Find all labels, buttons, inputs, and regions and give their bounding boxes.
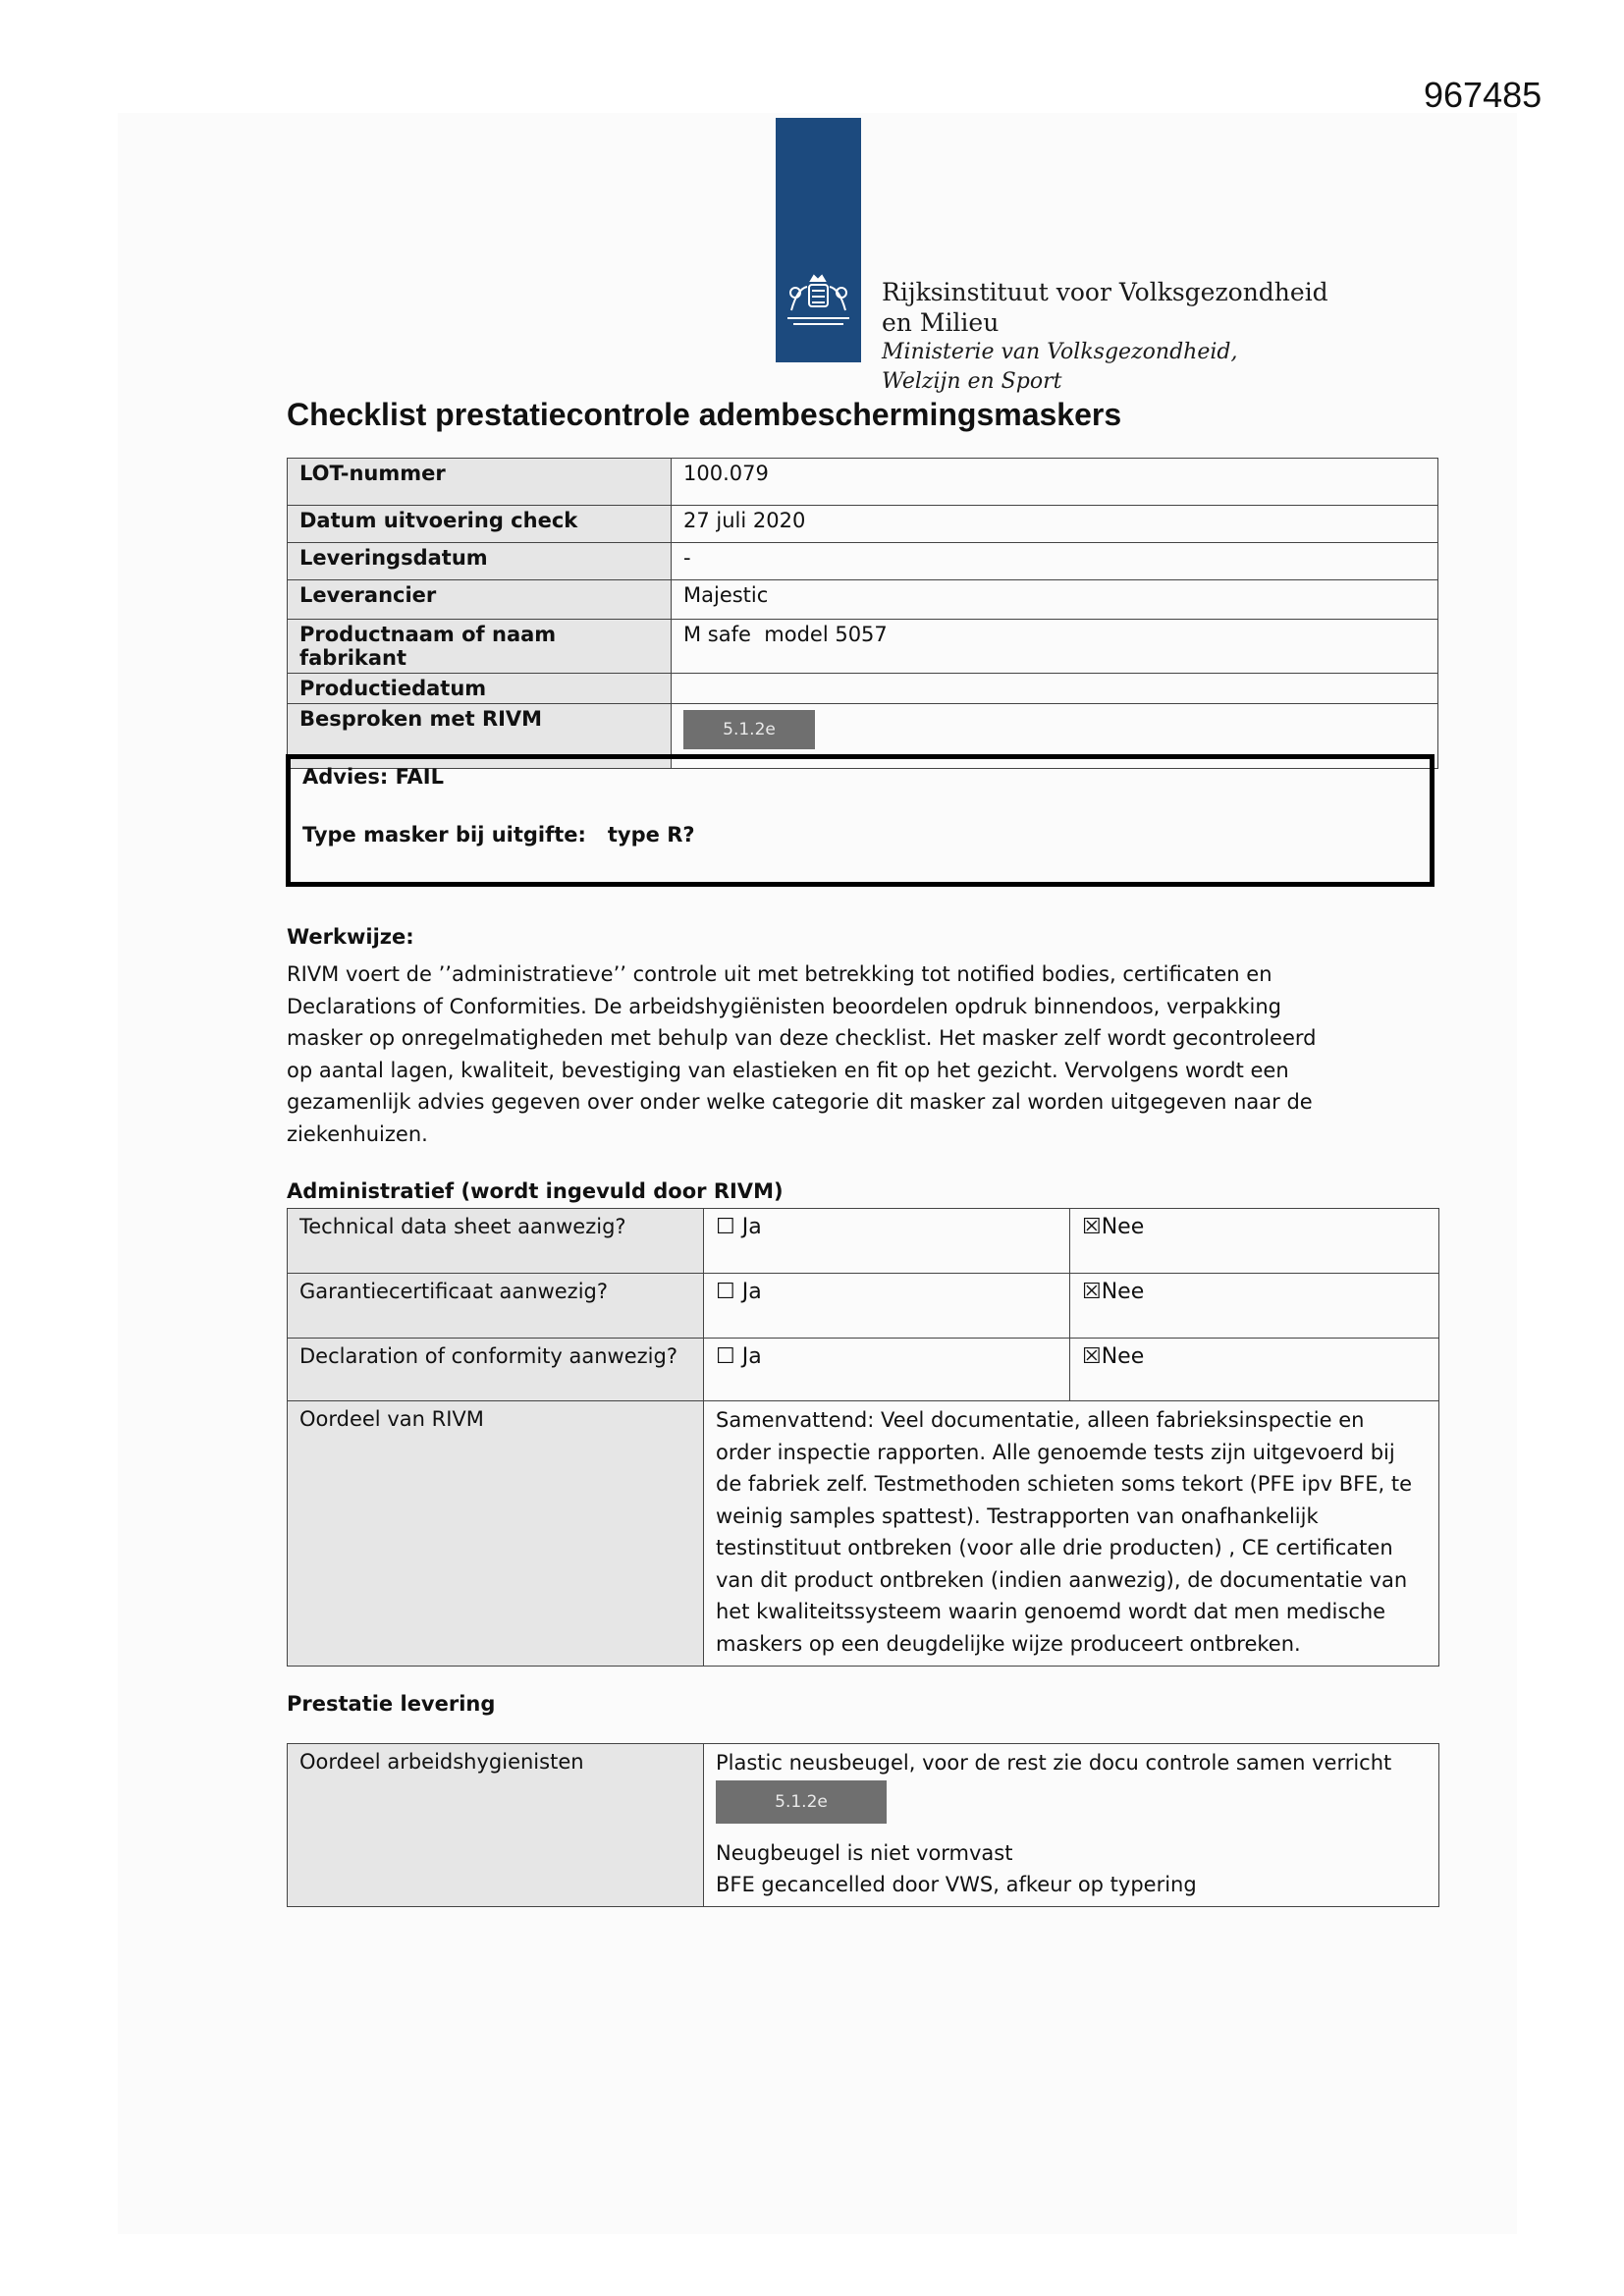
info-label: Productnaam of naam fabrikant bbox=[288, 620, 672, 674]
info-label: LOT-nummer bbox=[288, 459, 672, 506]
table-row bbox=[288, 1339, 1439, 1401]
mask-type: Type masker bij uitgifte: type R? bbox=[302, 823, 695, 847]
text-line: RIVM voert de ’’administratieve’’ controle uit met betrekking tot notified bodies, certificaten en bbox=[287, 962, 1272, 986]
text-line: Neugbeugel is niet vormvast bbox=[716, 1841, 1013, 1865]
table-row bbox=[288, 580, 1438, 620]
ja-checkbox: ☐ Ja bbox=[704, 1339, 1070, 1401]
prestatie-table bbox=[287, 1743, 1439, 1907]
text-line: maskers op een deugdelijke wijze produceert ontbreken. bbox=[716, 1631, 1301, 1656]
organisation-name bbox=[882, 277, 1328, 397]
nee-checkbox: ☒Nee bbox=[1070, 1274, 1439, 1339]
info-value: M safe model 5057 bbox=[672, 620, 1438, 674]
table-row bbox=[288, 620, 1438, 674]
admin-label: Declaration of conformity aanwezig? bbox=[288, 1339, 704, 1401]
text-line: ziekenhuizen. bbox=[287, 1121, 428, 1146]
info-value: 100.079 bbox=[672, 459, 1438, 506]
text-line: order inspectie rapporten. Alle genoemde tests zijn uitgevoerd bij bbox=[716, 1440, 1395, 1464]
text-line: de fabriek zelf. Testmethoden schieten soms tekort (PFE ipv BFE, te bbox=[716, 1472, 1413, 1496]
text-line: het kwaliteitssysteem waarin genoemd wordt dat men medische bbox=[716, 1600, 1386, 1623]
redaction-block: 5.1.2e bbox=[683, 710, 815, 749]
table-row bbox=[288, 506, 1438, 543]
ja-checkbox: ☐ Ja bbox=[704, 1209, 1070, 1274]
redaction-block: 5.1.2e bbox=[716, 1780, 887, 1824]
oordeel-arbeidshygienisten-label: Oordeel arbeidshygienisten bbox=[288, 1744, 704, 1907]
advies-box bbox=[286, 754, 1435, 887]
page-title: Checklist prestatiecontrole adembeschermingsmaskers bbox=[287, 397, 1122, 432]
table-row bbox=[288, 674, 1438, 704]
info-label: Besproken met RIVM bbox=[288, 704, 672, 769]
org-line-2: en Milieu bbox=[882, 308, 1000, 337]
org-line-4: Welzijn en Sport bbox=[882, 369, 1062, 394]
text-line: BFE gecancelled door VWS, afkeur op typering bbox=[716, 1873, 1197, 1896]
text-line: gezamenlijk advies gegeven over onder welke categorie dit masker zal worden uitgegeven naar de bbox=[287, 1090, 1313, 1114]
document-number: 967485 bbox=[1424, 75, 1543, 115]
info-label: Leverancier bbox=[288, 580, 672, 620]
prestatie-heading: Prestatie levering bbox=[287, 1692, 496, 1716]
text-line: Plastic neusbeugel, voor de rest zie docu controle samen verricht bbox=[716, 1751, 1392, 1775]
table-row bbox=[288, 459, 1438, 506]
administratief-heading: Administratief (wordt ingevuld door RIVM) bbox=[287, 1179, 784, 1203]
info-label: Datum uitvoering check bbox=[288, 506, 672, 543]
coat-of-arms-icon bbox=[782, 273, 855, 332]
table-row bbox=[288, 1744, 1439, 1907]
administratief-table bbox=[287, 1208, 1439, 1667]
info-label: Leveringsdatum bbox=[288, 543, 672, 580]
info-value: - bbox=[672, 543, 1438, 580]
oordeel-arbeidshygienisten-text bbox=[704, 1744, 1439, 1907]
table-row bbox=[288, 1274, 1439, 1339]
text-line: op aantal lagen, kwaliteit, bevestiging van elastieken en fit op het gezicht. Vervolgens wordt een bbox=[287, 1058, 1289, 1082]
info-value: 27 juli 2020 bbox=[672, 506, 1438, 543]
text-line: van dit product ontbreken (indien aanwezig), de documentatie van bbox=[716, 1567, 1408, 1592]
info-table bbox=[287, 458, 1438, 769]
text-line: weinig samples spattest). Testrapporten van onafhankelijk bbox=[716, 1503, 1319, 1528]
info-label: Productiedatum bbox=[288, 674, 672, 704]
admin-label: Technical data sheet aanwezig? bbox=[288, 1209, 704, 1274]
info-value bbox=[672, 674, 1438, 704]
org-line-1: Rijksinstituut voor Volksgezondheid bbox=[882, 278, 1328, 306]
werkwijze-paragraph bbox=[287, 958, 1367, 1150]
nee-checkbox: ☒Nee bbox=[1070, 1339, 1439, 1401]
rijksoverheid-logo-bar bbox=[776, 118, 861, 362]
nee-checkbox: ☒Nee bbox=[1070, 1209, 1439, 1274]
text-line: testinstituut ontbreken (voor alle drie producten) , CE certificaten bbox=[716, 1536, 1393, 1559]
text-line: masker op onregelmatigheden met behulp van deze checklist. Het masker zelf wordt gecontroleerd bbox=[287, 1026, 1317, 1050]
table-row bbox=[288, 1209, 1439, 1274]
table-row bbox=[288, 1401, 1439, 1667]
advies-result: Advies: FAIL bbox=[302, 765, 445, 789]
oordeel-rivm-label: Oordeel van RIVM bbox=[288, 1401, 704, 1667]
werkwijze-heading: Werkwijze: bbox=[287, 925, 414, 949]
info-value: Majestic bbox=[672, 580, 1438, 620]
text-line: Declarations of Conformities. De arbeidshygiënisten beoordelen opdruk binnendoos, verpakking bbox=[287, 994, 1281, 1018]
org-line-3: Ministerie van Volksgezondheid, bbox=[882, 340, 1238, 364]
table-row bbox=[288, 543, 1438, 580]
admin-label: Garantiecertificaat aanwezig? bbox=[288, 1274, 704, 1339]
ja-checkbox: ☐ Ja bbox=[704, 1274, 1070, 1339]
text-line: Samenvattend: Veel documentatie, alleen fabrieksinspectie en bbox=[716, 1408, 1365, 1432]
oordeel-rivm-text bbox=[704, 1401, 1439, 1667]
